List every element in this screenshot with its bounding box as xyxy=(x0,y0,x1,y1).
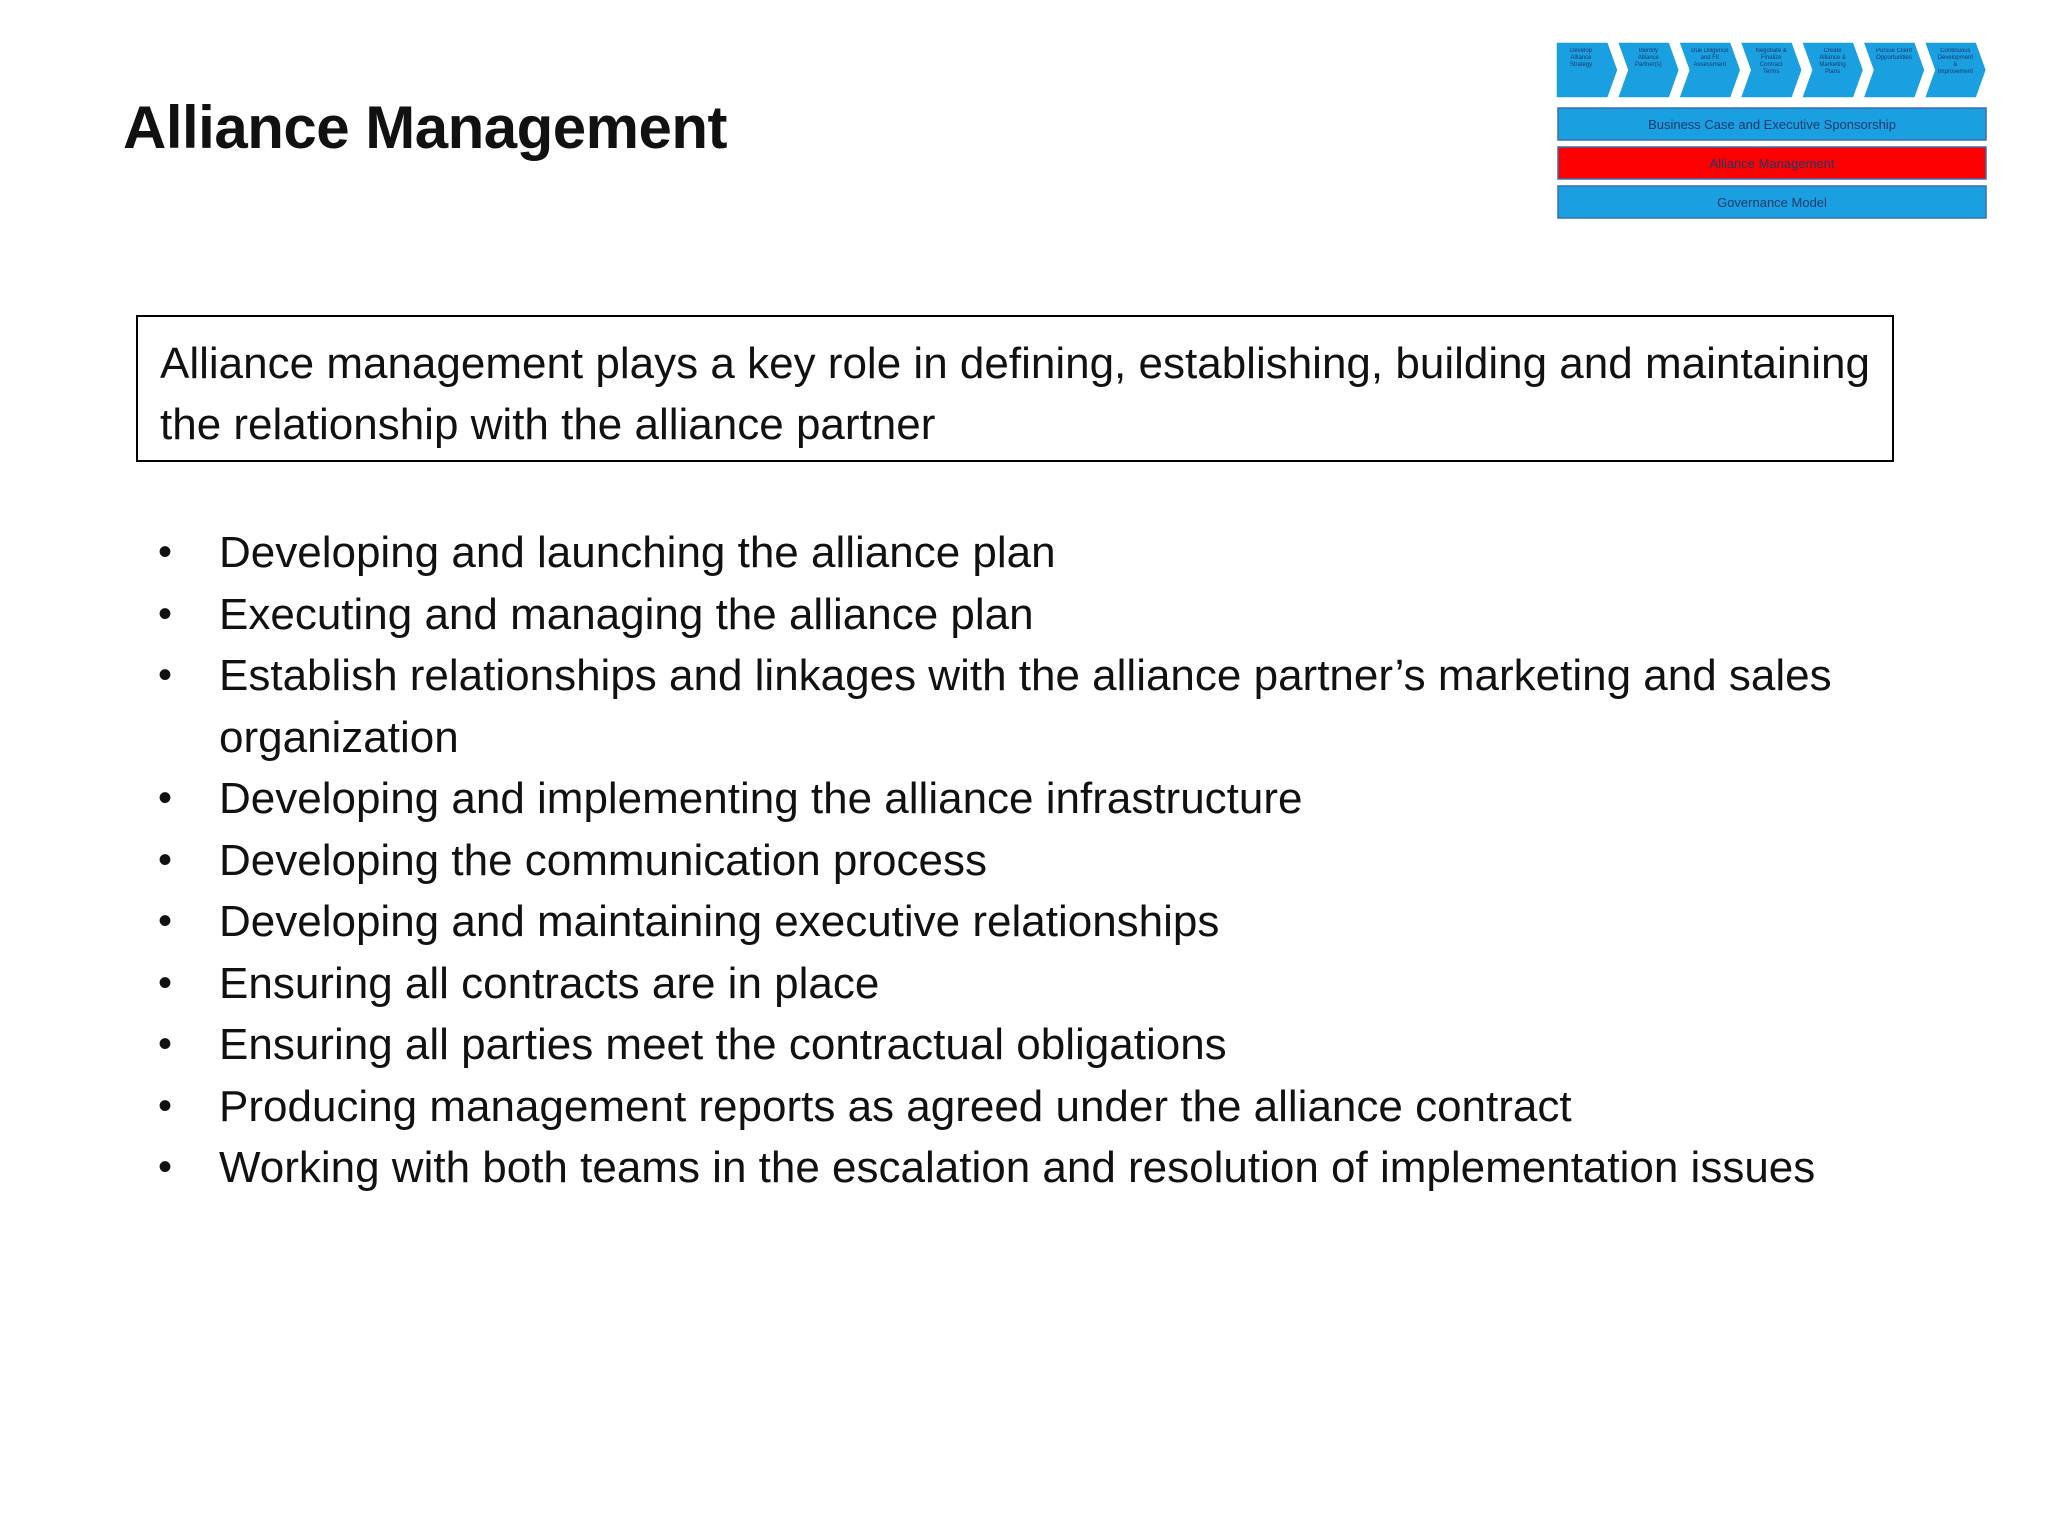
bullet-marker: • xyxy=(158,1145,173,1189)
bullet-marker: • xyxy=(158,899,173,943)
list-item-text: Ensuring all contracts are in place xyxy=(219,958,880,1008)
process-layer-label: Alliance Management xyxy=(1709,156,1835,171)
process-step-label-wrap xyxy=(1752,48,1790,94)
list-item-text: Developing the communication process xyxy=(219,835,987,885)
process-framework-diagram xyxy=(1556,42,1988,222)
process-layer-label: Governance Model xyxy=(1717,195,1827,210)
bullet-marker: • xyxy=(158,837,173,882)
bullet-marker: • xyxy=(158,776,173,820)
process-step-label: Negotiate & Finalize Contract Terms xyxy=(1755,48,1787,75)
list-item xyxy=(150,953,1850,1015)
bullet-marker: • xyxy=(158,653,173,697)
bullet-marker: • xyxy=(158,1083,173,1128)
intro-callout-box xyxy=(136,315,1894,462)
list-item xyxy=(150,645,1850,768)
list-item xyxy=(150,522,1850,584)
list-item-text: Producing management reports as agreed under the alliance contract xyxy=(219,1081,1572,1131)
list-item xyxy=(150,1076,1850,1138)
process-step-label: Pursue Client Opportunities xyxy=(1875,48,1913,61)
process-step-label: Create Alliance & Marketing Plans xyxy=(1819,48,1846,75)
list-item-text: Developing and implementing the alliance infrastructure xyxy=(219,774,1303,823)
list-item-text: Ensuring all parties meet the contractual obligations xyxy=(219,1020,1227,1069)
bullet-marker: • xyxy=(158,530,173,574)
list-item xyxy=(150,891,1850,953)
process-step-label: Due Diligence and Fit Assessment xyxy=(1691,48,1729,68)
process-step-label: Continuous Development & Improvement xyxy=(1937,48,1974,75)
list-item xyxy=(150,830,1850,892)
slide-title: Alliance Management xyxy=(123,94,728,161)
process-step-label: Develop Alliance Strategy xyxy=(1569,48,1593,68)
process-framework-svg xyxy=(1556,42,1988,222)
process-step-label-wrap xyxy=(1875,48,1913,94)
bullet-marker: • xyxy=(158,960,173,1005)
process-step-label-wrap xyxy=(1936,48,1974,94)
list-item xyxy=(150,584,1850,646)
list-item-text: Developing and launching the alliance plan xyxy=(219,528,1056,577)
responsibilities-list xyxy=(150,522,1850,1199)
list-item xyxy=(150,1014,1850,1076)
bullet-marker: • xyxy=(158,591,173,636)
list-item-text: Working with both teams in the escalation and resolution of implementation issues xyxy=(219,1143,1816,1192)
process-step-label-wrap xyxy=(1691,48,1729,94)
bullet-marker: • xyxy=(158,1022,173,1066)
process-step-label-wrap xyxy=(1562,48,1600,94)
list-item-text: Establish relationships and linkages with the alliance partner’s marketing and sales organization xyxy=(219,651,1832,762)
intro-text: Alliance management plays a key role in defining, establishing, building and maintaining the relationship with the alliance partner xyxy=(160,339,1870,449)
list-item xyxy=(150,1137,1850,1199)
list-item-text: Developing and maintaining executive relationships xyxy=(219,897,1220,946)
process-step-label-wrap xyxy=(1629,48,1667,94)
process-layer-label: Business Case and Executive Sponsorship xyxy=(1648,117,1896,132)
process-step-label: Identify Alliance Partner(s) xyxy=(1635,48,1662,68)
list-item-text: Executing and managing the alliance plan xyxy=(219,589,1034,639)
list-item xyxy=(150,768,1850,830)
process-step-label-wrap xyxy=(1814,48,1852,94)
